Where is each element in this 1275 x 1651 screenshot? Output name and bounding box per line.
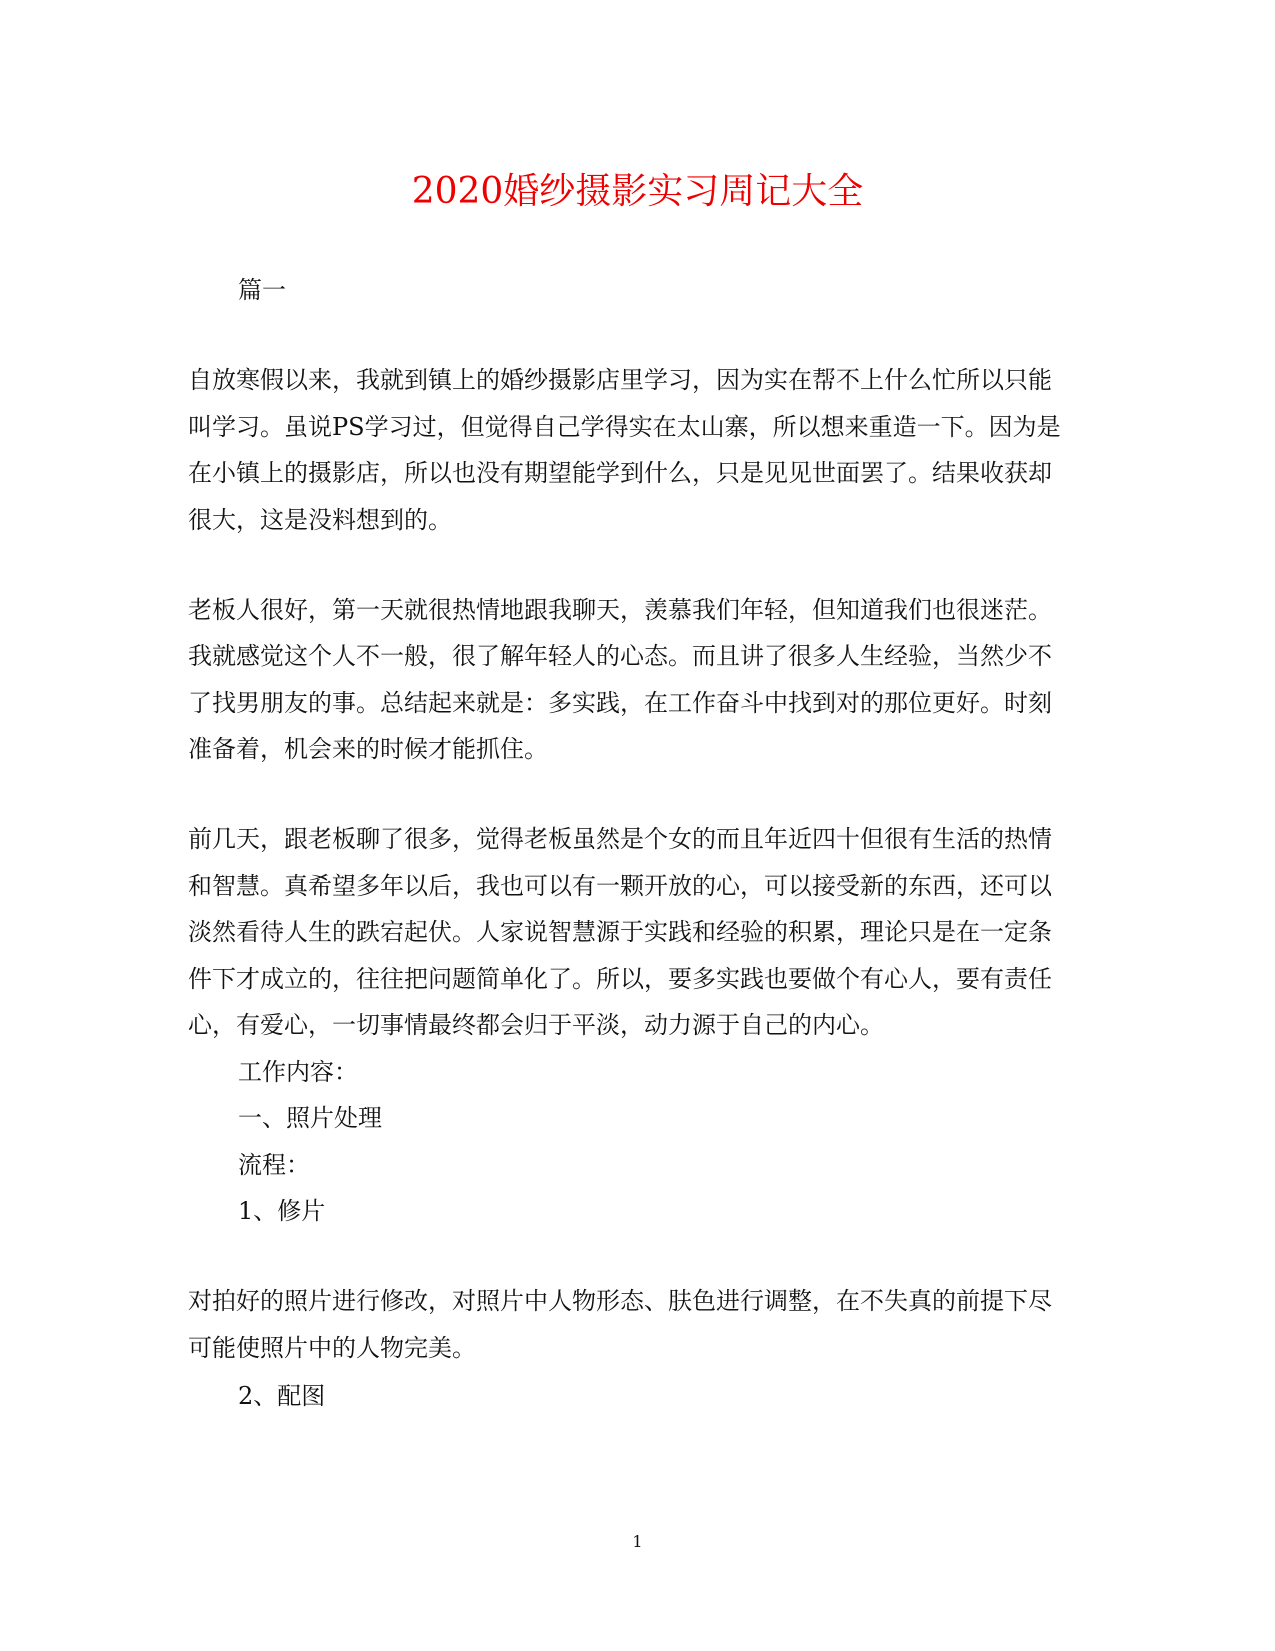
paragraph-line: 件下才成立的，往往把问题简单化了。所以，要多实践也要做个有心人，要有责任 xyxy=(188,965,1052,993)
paragraph-line: 和智慧。真希望多年以后，我也可以有一颗开放的心，可以接受新的东西，还可以 xyxy=(188,872,1052,900)
paragraph-line: 准备着，机会来的时候才能抓住。 xyxy=(188,735,548,763)
section-heading: 篇一 xyxy=(238,276,286,304)
paragraph-line: 心，有爱心，一切事情最终都会归于平淡，动力源于自己的内心。 xyxy=(188,1011,884,1039)
paragraph-line: 叫学习。虽说PS学习过，但觉得自己学得实在太山寨，所以想来重造一下。因为是 xyxy=(188,413,1061,441)
paragraph-line: 自放寒假以来，我就到镇上的婚纱摄影店里学习，因为实在帮不上什么忙所以只能 xyxy=(188,366,1052,394)
paragraph-line: 在小镇上的摄影店，所以也没有期望能学到什么，只是见见世面罢了。结果收获却 xyxy=(188,459,1052,487)
step-heading: 2、配图 xyxy=(238,1382,326,1410)
paragraph-line: 前几天，跟老板聊了很多，觉得老板虽然是个女的而且年近四十但很有生活的热情 xyxy=(188,825,1052,853)
paragraph-line: 对拍好的照片进行修改，对照片中人物形态、肤色进行调整，在不失真的前提下尽 xyxy=(188,1287,1052,1315)
work-content-label: 工作内容： xyxy=(238,1058,358,1086)
paragraph-line: 淡然看待人生的跌宕起伏。人家说智慧源于实践和经验的积累，理论只是在一定条 xyxy=(188,918,1052,946)
paragraph-line: 可能使照片中的人物完美。 xyxy=(188,1334,476,1362)
paragraph-line: 了找男朋友的事。总结起来就是：多实践，在工作奋斗中找到对的那位更好。时刻 xyxy=(188,689,1052,717)
step-heading: 1、修片 xyxy=(238,1197,326,1225)
paragraph-line: 我就感觉这个人不一般，很了解年轻人的心态。而且讲了很多人生经验，当然少不 xyxy=(188,642,1052,670)
page-number: 1 xyxy=(632,1532,643,1551)
paragraph-line: 老板人很好，第一天就很热情地跟我聊天，羡慕我们年轻，但知道我们也很迷茫。 xyxy=(188,596,1052,624)
process-label: 流程： xyxy=(238,1151,310,1179)
item-heading: 一、照片处理 xyxy=(238,1104,382,1132)
page-title: 2020婚纱摄影实习周记大全 xyxy=(411,171,864,212)
paragraph-line: 很大，这是没料想到的。 xyxy=(188,506,452,534)
